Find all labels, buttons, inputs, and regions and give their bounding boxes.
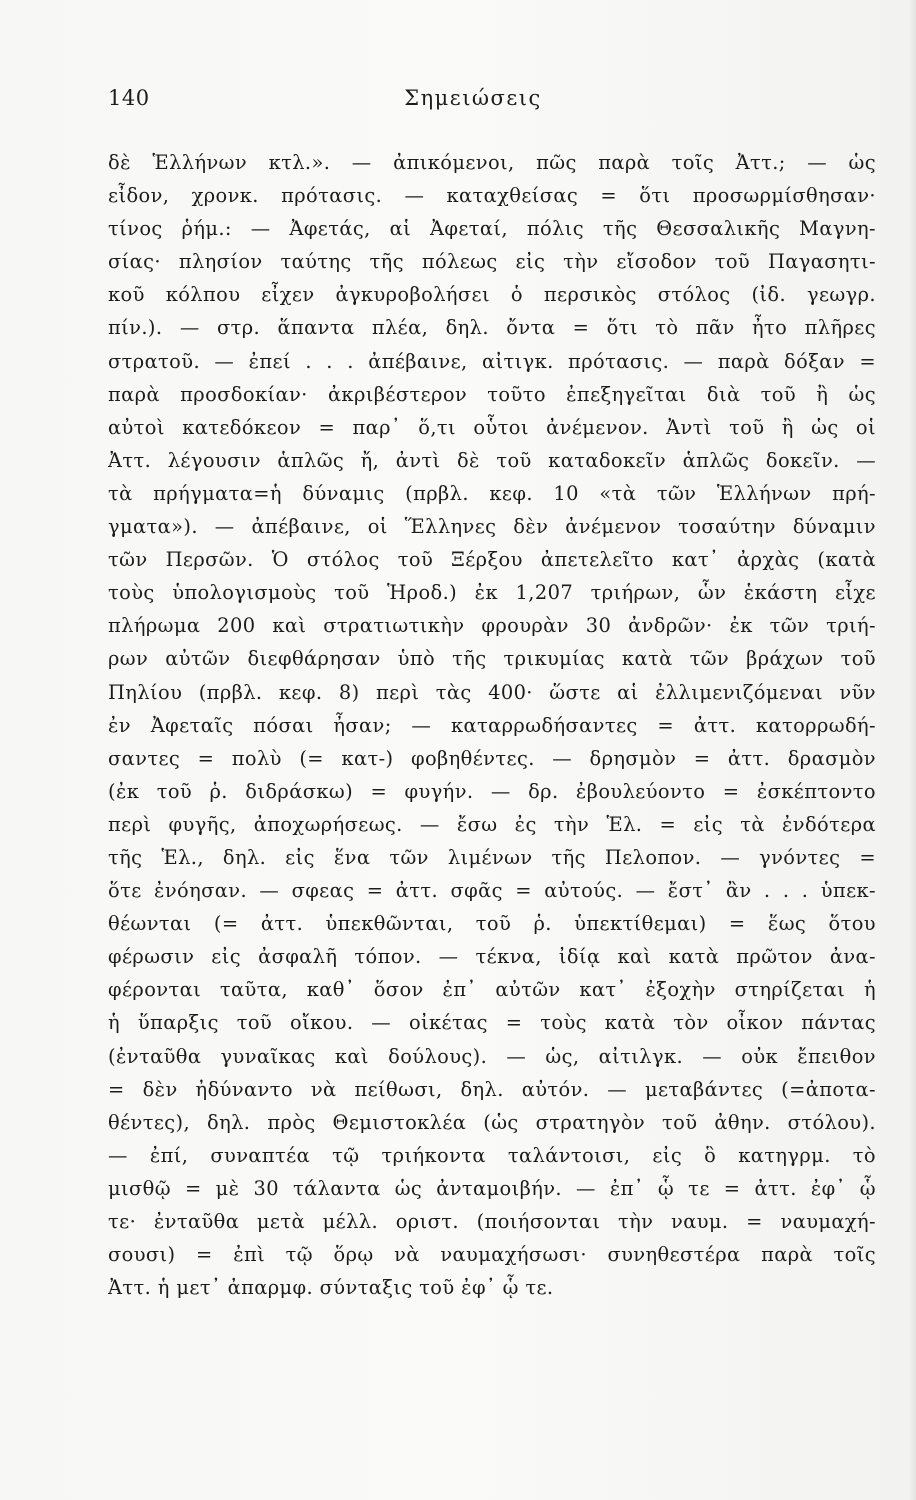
running-title: Σημειώσεις	[404, 86, 542, 110]
text-line: σίας· πλησίον ταύτης τῆς πόλεως εἰς τὴν εἴσοδον τοῦ Παγασητι-	[108, 250, 876, 274]
page-number: 140	[108, 86, 150, 110]
text-line: (ἐκ τοῦ ῥ. διδράσκω) = φυγήν. — δρ. ἐβουλεύοντο = ἐσκέπτοντο	[108, 779, 876, 803]
text-line: κοῦ κόλπου εἶχεν ἀγκυροβολήσει ὁ περσικὸς στόλος (ἰδ. γεωγρ.	[108, 283, 876, 307]
text-line: (ἐνταῦθα γυναῖκας καὶ δούλους). — ὡς, αἰτιλγκ. — οὐκ ἔπειθον	[108, 1044, 876, 1068]
text-line: πίν.). — στρ. ἅπαντα πλέα, δηλ. ὄντα = ὅτι τὸ πᾶν ἦτο πλῆρες	[108, 316, 876, 340]
text-line: ὅτε ἐνόησαν. — σφεας = ἀττ. σφᾶς = αὐτούς. — ἔστ᾽ ἂν . . . ὑπεκ-	[108, 879, 876, 903]
text-line: μισθῷ = μὲ 30 τάλαντα ὡς ἀνταμοιβήν. — ἐπ᾽ ᾧ τε = ἀττ. ἐφ᾽ ᾧ	[108, 1176, 876, 1200]
text-line: εἶδον, χρονκ. πρότασις. — καταχθείσας = ὅτι προσωρμίσθησαν·	[108, 184, 876, 208]
text-line: Πηλίου (πρβλ. κεφ. 8) περὶ τὰς 400· ὥστε αἱ ἐλλιμενιζόμεναι νῦν	[108, 680, 876, 704]
text-line: δὲ Ἑλλήνων κτλ.». — ἀπικόμενοι, πῶς παρὰ τοῖς Ἀττ.; — ὡς	[108, 151, 876, 174]
page-edge-shadow	[908, 0, 916, 1500]
text-line: στρατοῦ. — ἐπεί . . . ἀπέβαινε, αἰτιγκ. πρότασις. — παρὰ δόξαν =	[108, 349, 876, 373]
text-line: τε· ἐνταῦθα μετὰ μέλλ. οριστ. (ποιήσονται τὴν ναυμ. = ναυμαχή-	[108, 1210, 876, 1233]
text-line: σουσι) = ἐπὶ τῷ ὅρῳ νὰ ναυμαχήσωσι· συνηθεστέρα παρὰ τοῖς	[108, 1243, 876, 1267]
text-line: τοὺς ὑπολογισμοὺς τοῦ Ἡροδ.) ἐκ 1,207 τριήρων, ὧν ἑκάστη εἶχε	[108, 581, 876, 605]
text-line: θέωνται (= ἀττ. ὑπεκθῶνται, τοῦ ῥ. ὑπεκτίθεμαι) = ἕως ὅτου	[108, 912, 876, 936]
text-line: παρὰ προσδοκίαν· ἀκριβέστερον τοῦτο ἐπεξηγεῖται διὰ τοῦ ἢ ὡς	[108, 382, 876, 406]
text-line: Ἀττ. λέγουσιν ἁπλῶς ἤ, ἀντὶ δὲ τοῦ καταδοκεῖν ἁπλῶς δοκεῖν. —	[108, 448, 876, 472]
text-line: φέρονται ταῦτα, καθ᾽ ὅσον ἐπ᾽ αὐτῶν κατ᾽ ἐξοχὴν στηρίζεται ἡ	[108, 978, 876, 1002]
text-line: τίνος ῥήμ.: — Ἀφετάς, αἱ Ἀφεταί, πόλις τῆς Θεσσαλικῆς Μαγνη-	[108, 217, 876, 241]
text-line: πλήρωμα 200 καὶ στρατιωτικὴν φρουρὰν 30 ἀνδρῶν· ἐκ τῶν τριή-	[108, 614, 876, 638]
text-line: φέρωσιν εἰς ἀσφαλῆ τόπον. — τέκνα, ἰδίᾳ καὶ κατὰ πρῶτον ἀνα-	[108, 945, 876, 969]
text-line: = δὲν ἠδύναντο νὰ πείθωσι, δηλ. αὐτόν. — μεταβάντες (=ἀποτα-	[108, 1077, 876, 1101]
text-line: ἡ ὕπαρξις τοῦ οἴκου. — οἰκέτας = τοὺς κατὰ τὸν οἶκον πάντας	[108, 1011, 876, 1035]
text-line: Ἀττ. ἡ μετ᾽ ἀπαρμφ. σύνταξις τοῦ ἐφ᾽ ᾧ τε.	[108, 1276, 554, 1300]
text-line: ἐν Ἀφεταῖς πόσαι ἦσαν; — καταρρωδήσαντες = ἀττ. κατορρωδή-	[108, 713, 876, 737]
text-line: σαντες = πολὺ (= κατ-) φοβηθέντες. — δρησμὸν = ἀττ. δρασμὸν	[108, 746, 876, 770]
text-line: περὶ φυγῆς, ἀποχωρήσεως. — ἔσω ἐς τὴν Ἑλ. = εἰς τὰ ἐνδότερα	[108, 812, 876, 836]
text-line: τῆς Ἑλ., δηλ. εἰς ἕνα τῶν λιμένων τῆς Πελοπον. — γνόντες =	[108, 845, 876, 869]
text-line: τῶν Περσῶν. Ὁ στόλος τοῦ Ξέρξου ἀπετελεῖτο κατ᾽ ἀρχὰς (κατὰ	[108, 548, 876, 572]
page-header	[108, 86, 838, 116]
text-line: — ἐπί, συναπτέα τῷ τριήκοντα ταλάντοισι, εἰς ὃ κατηγρμ. τὸ	[108, 1143, 876, 1167]
notes-text-block	[108, 146, 876, 1304]
text-line: τὰ πρήγματα=ἡ δύναμις (πρβλ. κεφ. 10 «τὰ τῶν Ἑλλήνων πρή-	[108, 481, 876, 505]
text-line: θέντες), δηλ. πρὸς Θεμιστοκλέα (ὡς στρατηγὸν τοῦ ἀθην. στόλου).	[108, 1110, 876, 1134]
text-line: γματα»). — ἀπέβαινε, οἱ Ἕλληνες δὲν ἀνέμενον τοσαύτην δύναμιν	[108, 515, 876, 539]
text-line: ρων αὐτῶν διεφθάρησαν ὑπὸ τῆς τρικυμίας κατὰ τῶν βράχων τοῦ	[108, 647, 876, 671]
text-line: αὐτοὶ κατεδόκεον = παρ᾽ ὅ,τι οὗτοι ἀνέμενον. Ἀντὶ τοῦ ἢ ὡς οἱ	[108, 415, 876, 439]
